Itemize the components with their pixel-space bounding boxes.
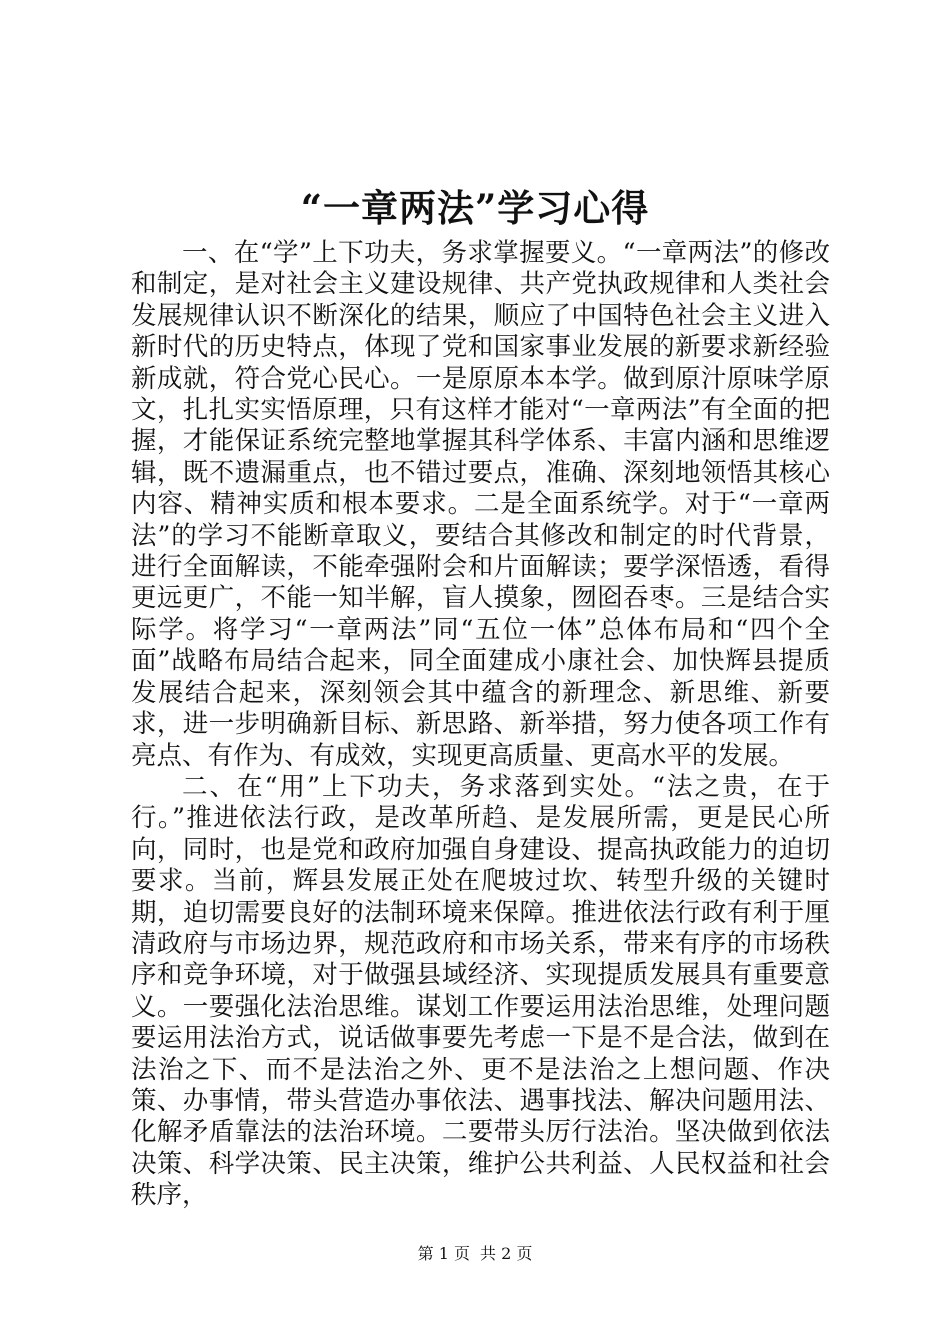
document-title: “一章两法”学习心得 — [300, 186, 650, 230]
page-number-current: 第 1 页 — [417, 1244, 470, 1263]
paragraph-2: 二、在“用”上下功夫，务求落到实处。“法之贵，在于行。”推进依法行政，是改革所趋、是发展所需，更是民心所向，同时，也是党和政府加强自身建设、提高执政能力的迫切要求。当前，辉县发展正处在爬坡过坎、转型升级的关键时期，迫切需要良好的法制环境来保障。推进依法行政有利于厘清政府与市场边界，规范政府和市场关系，带来有序的市场秩序和竞争环境，对于做强县域经济、实现提质发展具有重要意义。一要强化法治思维。谋划工作要运用法治思维，处理问题要运用法治方式，说话做事要先考虑一下是不是合法，做到在法治之下、而不是法治之外、更不是法治之上想问题、作决策、办事情，带头营造办事依法、遇事找法、解决问题用法、化解矛盾靠法的法治环境。二要带头厉行法治。坚决做到依法决策、科学决策、民主决策，维护公共利益、人民权益和社会秩序， — [131, 771, 830, 1211]
document-body — [131, 238, 830, 1212]
page-number-total: 共 2 页 — [480, 1244, 533, 1263]
paragraph-1: 一、在“学”上下功夫，务求掌握要义。“一章两法”的修改和制定，是对社会主义建设规律、共产党执政规律和人类社会发展规律认识不断深化的结果，顺应了中国特色社会主义进入新时代的历史特点，体现了党和国家事业发展的新要求新经验新成就，符合党心民心。一是原原本本学。做到原汁原味学原文，扎扎实实悟原理，只有这样才能对“一章两法”有全面的把握，才能保证系统完整地掌握其科学体系、丰富内涵和思维逻辑，既不遗漏重点，也不错过要点，准确、深刻地领悟其核心内容、精神实质和根本要求。二是全面系统学。对于“一章两法”的学习不能断章取义，要结合其修改和制定的时代背景，进行全面解读，不能牵强附会和片面解读；要学深悟透，看得更远更广，不能一知半解，盲人摸象，囫囵吞枣。三是结合实际学。将学习“一章两法”同“五位一体”总体布局和“四个全面”战略布局结合起来，同全面建成小康社会、加快辉县提质发展结合起来，深刻领会其中蕴含的新理念、新思维、新要求，进一步明确新目标、新思路、新举措，努力使各项工作有亮点、有作为、有成效，实现更高质量、更高水平的发展。 — [131, 238, 830, 771]
page-footer — [0, 1243, 950, 1265]
